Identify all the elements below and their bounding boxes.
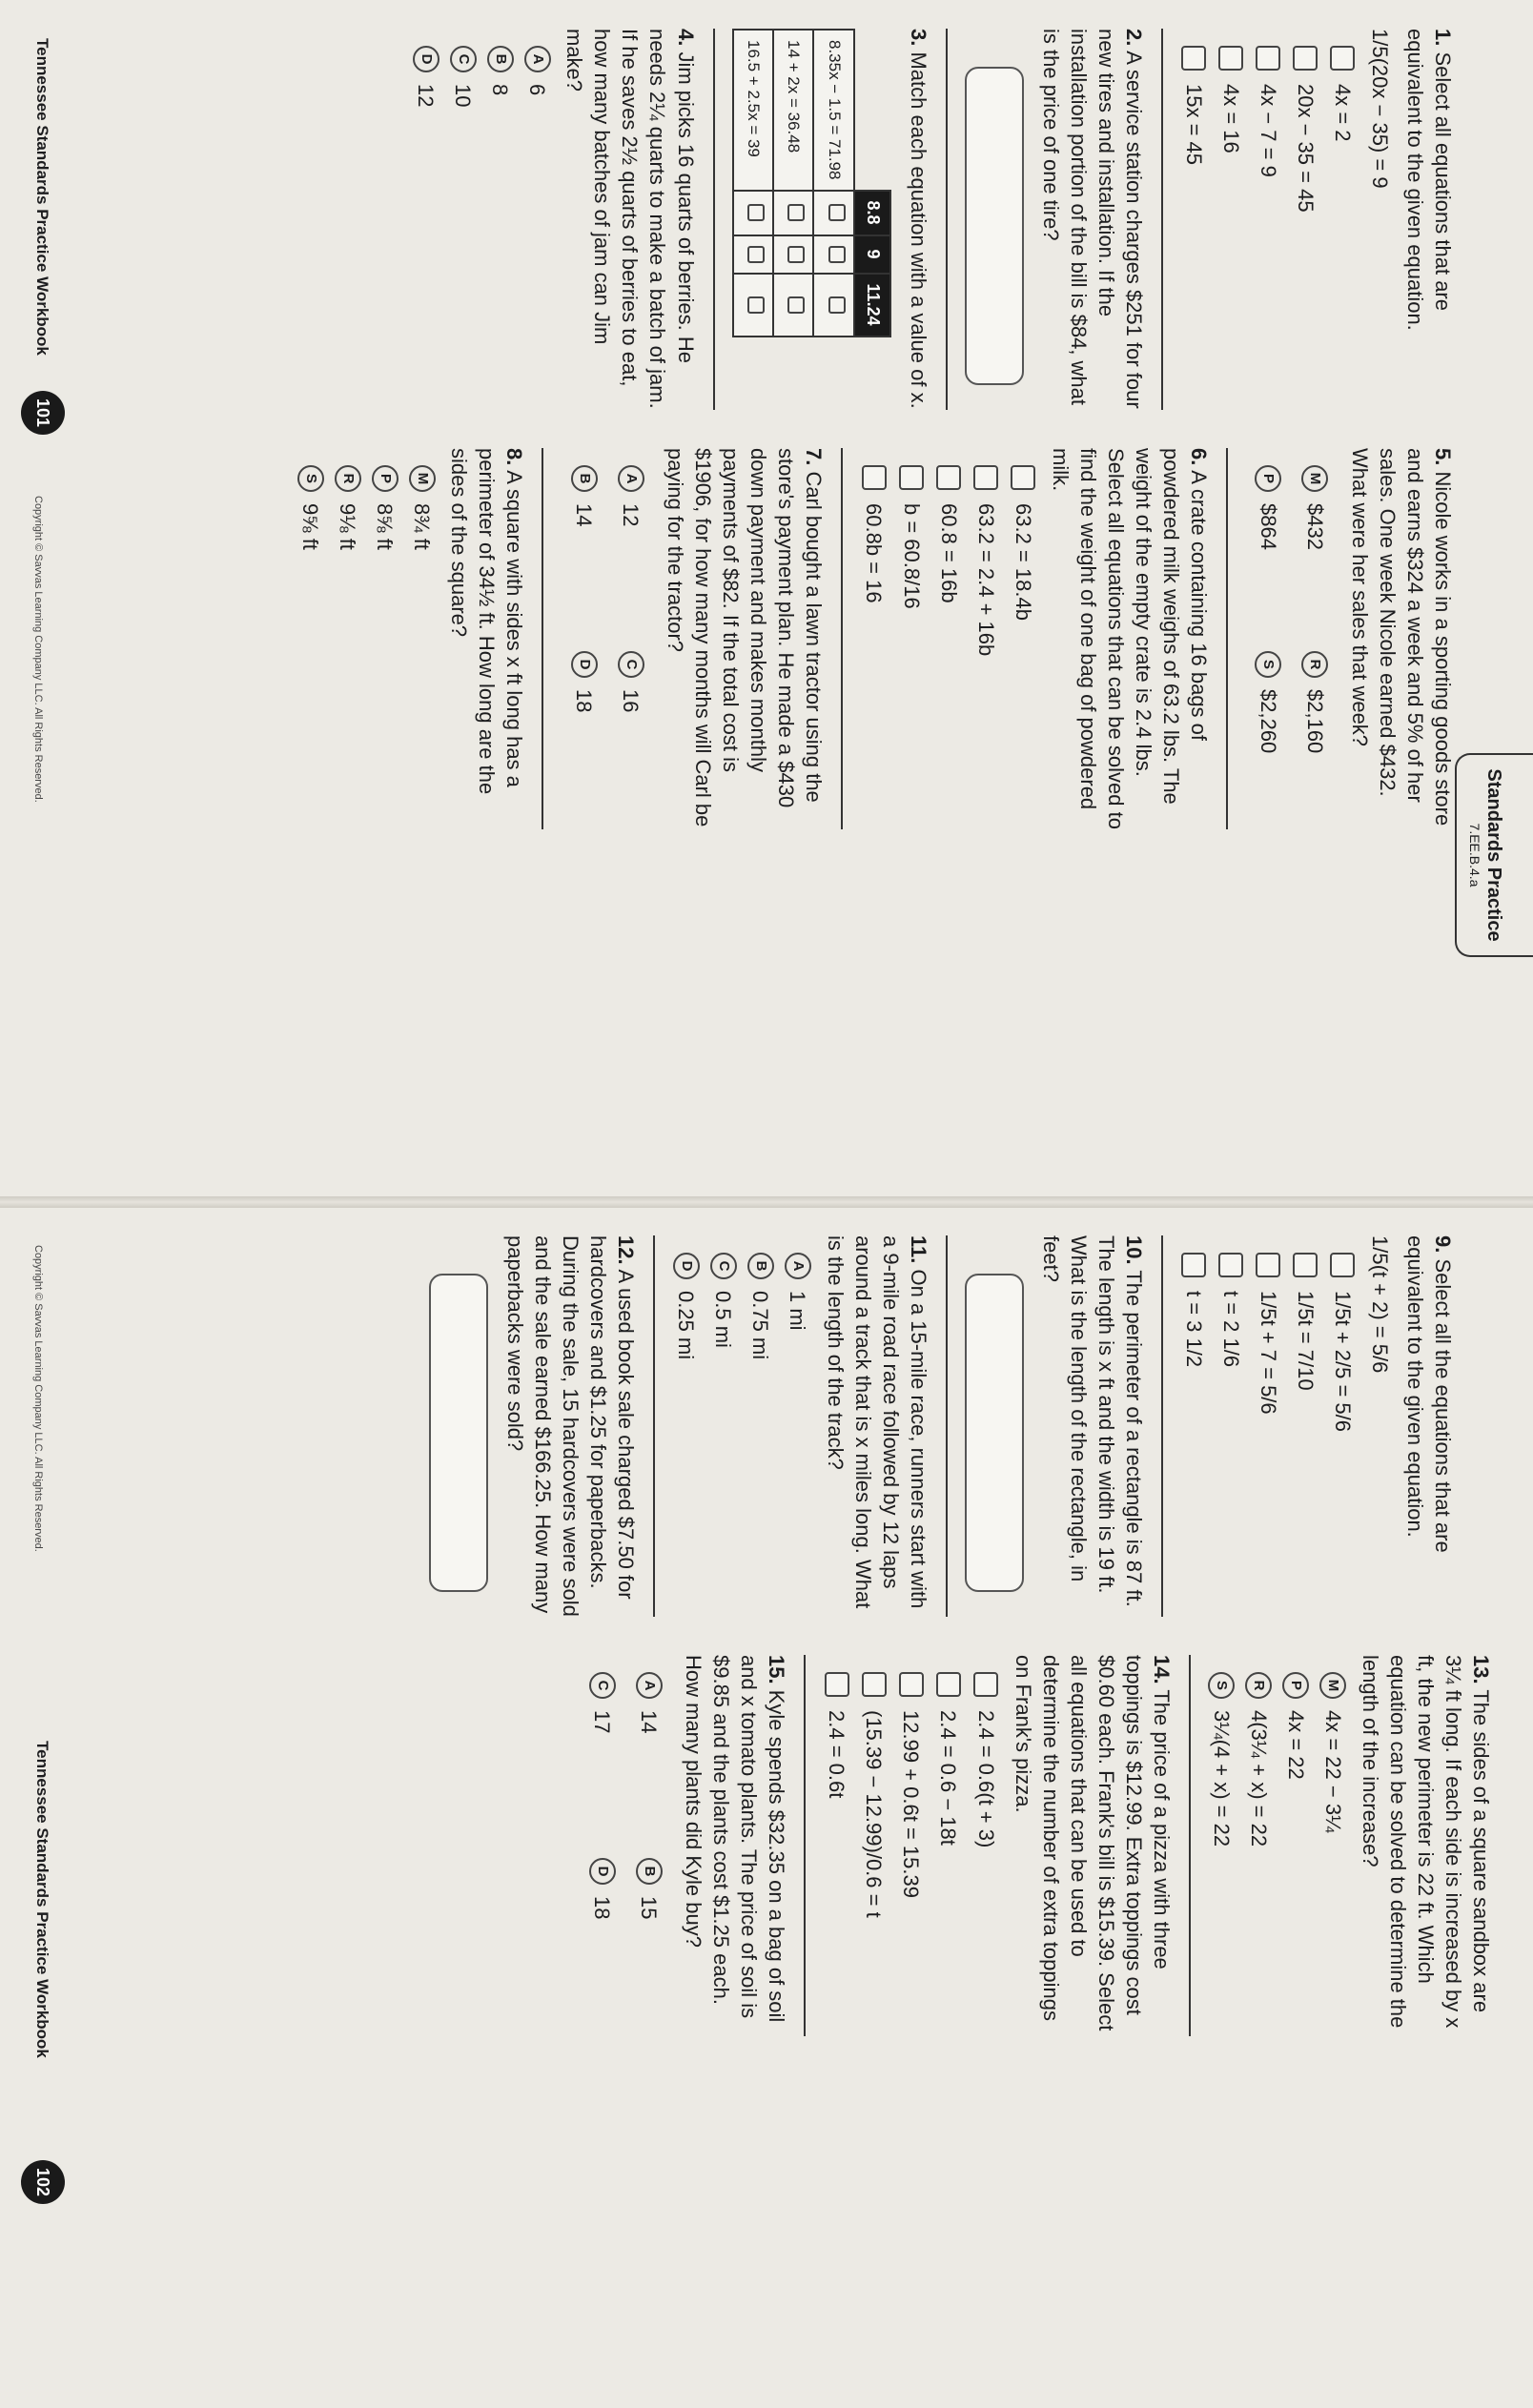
option-text: 6 (525, 84, 550, 96)
divider (1189, 1655, 1191, 2036)
copyright: Copyright © Savvas Learning Company LLC. All Rights Reserved. (32, 496, 44, 803)
question-number: 10. (1121, 1235, 1146, 1265)
divider (713, 29, 715, 410)
bubble-icon[interactable]: A (636, 1672, 663, 1699)
question-text: A used book sale charged $7.50 for hardcovers and $1.25 for paperbacks. During the sale, 15 hardcovers were sold and the sale earned $166.25. How many paperbacks were sold? (503, 1235, 639, 1617)
option-bubble[interactable] (1255, 465, 1282, 643)
option-text: 8⅝ ft (373, 503, 398, 550)
question-10 (965, 1235, 1148, 1617)
bubble-icon[interactable]: R (335, 465, 361, 492)
column-3 (423, 1235, 1457, 1617)
option-text: 60.8b = 16 (862, 503, 887, 603)
bubble-icon[interactable]: A (785, 1253, 811, 1279)
checkbox-icon[interactable] (828, 296, 846, 314)
option-text: 12.99 + 0.6t = 15.39 (899, 1710, 924, 1898)
question-text: Carl bought a lawn tractor using the store's payment plan. He made a $430 down payment and makes monthly payments of $82. If the total cost is $1906, for how many months will Carl be paying for the tractor? (664, 448, 827, 827)
divider (804, 1655, 806, 2036)
checkbox-icon[interactable] (936, 1672, 961, 1697)
question-text: The sides of a square sandbox are 3¼ ft long. If each side is increased by x ft, the new perimeter is 22 ft. Which equation can be solved to determine the length of the increase? (1358, 1655, 1493, 2029)
option-bubble[interactable] (1301, 651, 1329, 829)
option-text: 9⅝ ft (298, 503, 323, 550)
option-bubble[interactable] (709, 1253, 737, 1617)
option-checkbox[interactable] (1217, 46, 1245, 410)
checkbox-icon[interactable] (1256, 46, 1280, 71)
option-bubble[interactable] (672, 1253, 700, 1617)
option-text: 4x = 22 (1283, 1710, 1308, 1780)
checkbox-icon[interactable] (1293, 1253, 1318, 1277)
table-header: 8.8 (854, 191, 890, 235)
option-text: 63.2 = 18.4b (1011, 503, 1035, 621)
option-text: 9⅛ ft (336, 503, 360, 550)
bubble-icon[interactable]: S (1208, 1672, 1235, 1699)
answer-box[interactable] (965, 67, 1024, 385)
question-number: 9. (1431, 1235, 1455, 1254)
option-text: 4(3¼ + x) = 22 (1246, 1710, 1271, 1847)
bubble-icon[interactable]: D (571, 651, 598, 678)
option-grid (1245, 458, 1339, 829)
question-3 (732, 29, 932, 410)
divider (1161, 1235, 1163, 1617)
option-bubble[interactable] (371, 465, 399, 829)
row-equation: 14 + 2x = 36.48 (773, 30, 813, 191)
table-header: 11.24 (854, 274, 890, 337)
option-bubble[interactable] (1255, 651, 1282, 829)
option-bubble[interactable] (449, 46, 477, 410)
question-number: 4. (673, 29, 698, 47)
question-text: Kyle spends $32.35 on a bag of soil and x tomato plants. The price of soil is $9.85 and the plants cost $1.25 each. How many plants did Kyle buy? (682, 1655, 789, 2023)
bubble-icon[interactable]: S (297, 465, 324, 492)
bubble-icon[interactable]: B (747, 1253, 774, 1279)
bubble-icon[interactable]: A (524, 46, 551, 72)
row-equation: 8.35x − 1.5 = 71.98 (813, 30, 853, 191)
checkbox-icon[interactable] (973, 1672, 998, 1697)
option-checkbox[interactable] (1292, 46, 1319, 410)
question-number: 2. (1121, 29, 1146, 47)
option-text: 14 (572, 503, 597, 527)
option-text: $864 (1256, 503, 1280, 550)
option-bubble[interactable] (784, 1253, 811, 1617)
bubble-icon[interactable]: C (618, 651, 644, 678)
question-text: Select all equations that are equivalent to the given equation. (1402, 29, 1455, 331)
bubble-icon[interactable]: C (710, 1253, 737, 1279)
question-number: 6. (1186, 448, 1211, 466)
option-bubble[interactable] (412, 46, 439, 410)
table-row (813, 30, 853, 337)
divider (1161, 29, 1163, 410)
option-text: t = 2 1/6 (1218, 1291, 1243, 1368)
question-text: Match each equation with a value of x. (906, 51, 930, 409)
checkbox-icon[interactable] (787, 246, 805, 263)
bubble-icon[interactable]: M (409, 465, 436, 492)
question-8 (296, 448, 528, 829)
checkbox-icon[interactable] (787, 296, 805, 314)
option-checkbox[interactable] (1180, 1253, 1208, 1617)
option-text: 8¾ ft (410, 503, 435, 550)
question-14 (823, 1655, 1175, 2036)
question-2 (965, 29, 1148, 410)
given-equation: 1/5(20x − 35) = 9 (1367, 29, 1392, 189)
option-bubble[interactable] (588, 1858, 616, 2036)
option-checkbox[interactable] (898, 465, 926, 829)
option-checkbox[interactable] (823, 1672, 850, 2036)
option-bubble[interactable] (1245, 1672, 1273, 2036)
option-bubble[interactable] (635, 1858, 663, 2036)
question-15 (579, 1655, 790, 2036)
option-checkbox[interactable] (1217, 1253, 1245, 1617)
option-bubble[interactable] (617, 651, 644, 829)
option-text: 3¼(4 + x) = 22 (1209, 1710, 1234, 1847)
question-text: A square with sides x ft long has a perimeter of 34½ ft. How long are the sides of the square? (447, 448, 527, 795)
bubble-icon[interactable]: P (372, 465, 399, 492)
option-bubble[interactable] (746, 1253, 774, 1617)
question-13 (1208, 1655, 1495, 2036)
divider (542, 448, 543, 829)
question-text: The price of a pizza with three toppings is $12.99. Extra toppings cost $0.60 each. Frank's bill is $15.39. Select all equations that can be used to determine the number of extra toppings on Frank's pizza. (1011, 1655, 1174, 2031)
question-text: On a 15-mile race, runners start with a 9-mile road race followed by 12 laps around a track that is x miles long. What is the length of the track? (823, 1235, 930, 1609)
option-checkbox[interactable] (1329, 1253, 1357, 1617)
question-4 (412, 29, 699, 410)
option-text: 8 (488, 84, 513, 96)
option-grid (579, 1664, 672, 2036)
right-page (0, 1207, 1533, 2408)
option-bubble[interactable] (588, 1672, 616, 1850)
standard-code: 7.EE.B.4.a (1467, 823, 1482, 888)
question-number: 12. (614, 1235, 639, 1265)
question-6 (860, 448, 1212, 829)
question-number: 13. (1469, 1655, 1493, 1684)
option-bubble[interactable] (1208, 1672, 1236, 2036)
bubble-icon[interactable]: M (1301, 465, 1328, 492)
option-text: 60.8 = 16b (936, 503, 961, 603)
answer-box[interactable] (429, 1274, 488, 1592)
option-text: 12 (619, 503, 644, 527)
question-12 (429, 1235, 640, 1617)
option-text: 2.4 = 0.6(t + 3) (973, 1710, 998, 1848)
question-number: 3. (906, 29, 930, 47)
column-2 (287, 448, 1457, 829)
option-checkbox[interactable] (1255, 46, 1282, 410)
option-checkbox[interactable] (1180, 46, 1208, 410)
question-text: The perimeter of a rectangle is 87 ft. The length is x ft and the width is 19 ft. What is the length of the rectangle, in feet? (1038, 1235, 1146, 1607)
divider (653, 1235, 655, 1617)
checkbox-icon[interactable] (1256, 1253, 1280, 1277)
checkbox-icon[interactable] (1218, 46, 1243, 71)
option-checkbox[interactable] (897, 1672, 925, 2036)
table-header: 9 (854, 235, 890, 274)
option-text: 0.5 mi (711, 1291, 736, 1348)
option-bubble[interactable] (570, 651, 598, 829)
answer-box[interactable] (965, 1274, 1024, 1592)
option-bubble[interactable] (1282, 1672, 1310, 2036)
standards-title: Standards Practice (1483, 768, 1504, 942)
question-number: 14. (1149, 1655, 1174, 1684)
option-checkbox[interactable] (1329, 46, 1357, 410)
copyright: Copyright © Savvas Learning Company LLC. All Rights Reserved. (32, 1245, 44, 1552)
divider (1226, 448, 1228, 829)
option-text: 15 (637, 1896, 662, 1920)
bubble-icon[interactable]: A (618, 465, 644, 492)
bubble-icon[interactable]: B (487, 46, 514, 72)
bubble-icon[interactable]: P (1255, 465, 1281, 492)
option-checkbox[interactable] (934, 1672, 962, 2036)
option-bubble[interactable] (523, 46, 551, 410)
checkbox-icon[interactable] (862, 465, 887, 490)
checkbox-icon[interactable] (747, 296, 765, 314)
question-number: 1. (1431, 29, 1455, 47)
option-text: 4x = 16 (1218, 84, 1243, 153)
bubble-icon[interactable]: D (673, 1253, 700, 1279)
left-page (0, 0, 1533, 1201)
option-text: 12 (414, 84, 439, 108)
bubble-icon[interactable]: P (1282, 1672, 1309, 1699)
option-text: 1/5t + 7 = 5/6 (1256, 1291, 1280, 1415)
option-text: (15.39 − 12.99)/0.6 = t (862, 1710, 887, 1918)
bubble-icon[interactable]: S (1255, 651, 1281, 678)
checkbox-icon[interactable] (899, 465, 924, 490)
option-text: b = 60.8/16 (899, 503, 924, 609)
bubble-icon[interactable]: B (571, 465, 598, 492)
divider (946, 29, 948, 410)
option-text: $2,160 (1302, 689, 1327, 754)
option-text: 1 mi (786, 1291, 810, 1331)
match-table (732, 29, 891, 337)
option-text: 17 (590, 1710, 615, 1734)
question-1 (1180, 29, 1457, 410)
option-text: 4x = 22 − 3¼ (1320, 1710, 1345, 1833)
option-bubble[interactable] (635, 1672, 663, 1850)
checkbox-icon[interactable] (973, 465, 998, 490)
column-4 (579, 1655, 1495, 2036)
question-text: Nicole works in a sporting goods store and earns $324 a week and 5% of her sales. One week Nicole earned $432. What were her sales that week? (1347, 448, 1455, 826)
given-equation: 1/5(t + 2) = 5/6 (1367, 1235, 1392, 1374)
row-equation: 16.5 + 2.5x = 39 (733, 30, 773, 191)
footer-title: Tennessee Standards Practice Workbook (33, 1741, 51, 2058)
checkbox-icon[interactable] (1293, 46, 1318, 71)
option-text: 0.25 mi (674, 1291, 699, 1360)
option-text: 2.4 = 0.6t (825, 1710, 849, 1799)
option-text: 15x = 45 (1181, 84, 1206, 166)
option-bubble[interactable] (408, 465, 436, 829)
question-number: 7. (802, 448, 827, 466)
standards-tab (1455, 753, 1533, 957)
question-5 (1245, 448, 1457, 829)
bubble-icon[interactable]: M (1319, 1672, 1346, 1699)
option-text: 18 (590, 1896, 615, 1920)
table-row (773, 30, 813, 337)
question-number: 15. (765, 1655, 789, 1684)
checkbox-icon[interactable] (828, 204, 846, 221)
bubble-icon[interactable]: D (589, 1858, 616, 1885)
footer-title: Tennessee Standards Practice Workbook (33, 38, 51, 356)
checkbox-icon[interactable] (787, 204, 805, 221)
option-bubble[interactable] (334, 465, 361, 829)
option-text: 16 (619, 689, 644, 713)
option-text: 18 (572, 689, 597, 713)
divider (841, 448, 843, 829)
checkbox-icon[interactable] (1011, 465, 1035, 490)
option-bubble[interactable] (617, 465, 644, 643)
option-text: 2.4 = 0.6 − 18t (936, 1710, 961, 1846)
question-number: 5. (1431, 448, 1455, 466)
question-9 (1180, 1235, 1457, 1617)
checkbox-icon[interactable] (825, 1672, 849, 1697)
checkbox-icon[interactable] (1330, 46, 1355, 71)
option-checkbox[interactable] (972, 1672, 1000, 2036)
bubble-icon[interactable]: R (1301, 651, 1328, 678)
question-number: 11. (906, 1235, 930, 1264)
page-number: 101 (21, 391, 65, 435)
page-number: 102 (21, 2160, 65, 2204)
checkbox-icon[interactable] (899, 1672, 924, 1697)
option-checkbox[interactable] (1292, 1253, 1319, 1617)
option-checkbox[interactable] (860, 1672, 888, 2036)
option-bubble[interactable] (296, 465, 324, 829)
option-text: 4x − 7 = 9 (1256, 84, 1280, 177)
question-text: Select all the equations that are equivalent to the given equation. (1402, 1235, 1455, 1553)
option-bubble[interactable] (570, 465, 598, 643)
question-7 (561, 448, 828, 829)
bubble-icon[interactable]: R (1245, 1672, 1272, 1699)
checkbox-icon[interactable] (747, 246, 765, 263)
option-bubble[interactable] (486, 46, 514, 410)
option-grid (561, 458, 654, 829)
question-text: A service station charges $251 for four new tires and installation. If the installation portion of the bill is $84, what is the price of one tire? (1038, 29, 1146, 409)
checkbox-icon[interactable] (828, 246, 846, 263)
checkbox-icon[interactable] (936, 465, 961, 490)
option-text: 4x = 2 (1330, 84, 1355, 142)
option-text: 10 (451, 84, 476, 108)
question-text: Jim picks 16 quarts of berries. He needs 2¼ quarts to make a batch of jam. If he saves 2½ quarts of berries to eat, how many batches of jam can Jim make? (562, 29, 698, 409)
option-text: 20x − 35 = 45 (1293, 84, 1318, 213)
option-text: 14 (637, 1710, 662, 1734)
option-text: 1/5t = 7/10 (1293, 1291, 1318, 1391)
option-checkbox[interactable] (972, 465, 1000, 829)
column-1 (402, 29, 1457, 410)
question-11 (672, 1235, 931, 1617)
bubble-icon[interactable]: C (589, 1672, 616, 1699)
option-text: $432 (1302, 503, 1327, 550)
option-bubble[interactable] (1319, 1672, 1347, 2036)
checkbox-icon[interactable] (1181, 46, 1206, 71)
option-checkbox[interactable] (860, 465, 888, 829)
question-text: A crate containing 16 bags of powdered milk weighs of 63.2 lbs. The weight of the empty crate is 2.4 lbs. Select all equations that can be solved to find the weight of one bag of powdered milk. (1048, 448, 1211, 829)
checkbox-icon[interactable] (862, 1672, 887, 1697)
option-text: 0.75 mi (748, 1291, 773, 1360)
question-number: 8. (502, 448, 527, 466)
bubble-icon[interactable]: B (636, 1858, 663, 1885)
option-text: 63.2 = 2.4 + 16b (973, 503, 998, 657)
option-text: t = 3 1/2 (1181, 1291, 1206, 1368)
divider (946, 1235, 948, 1617)
checkbox-icon[interactable] (1181, 1253, 1206, 1277)
option-checkbox[interactable] (1010, 465, 1037, 829)
bubble-icon[interactable]: D (413, 46, 439, 72)
bubble-icon[interactable]: C (450, 46, 477, 72)
checkbox-icon[interactable] (1330, 1253, 1355, 1277)
option-text: $2,260 (1256, 689, 1280, 754)
checkbox-icon[interactable] (1218, 1253, 1243, 1277)
option-bubble[interactable] (1301, 465, 1329, 643)
table-row (733, 30, 773, 337)
checkbox-icon[interactable] (747, 204, 765, 221)
option-text: 1/5t + 2/5 = 5/6 (1330, 1291, 1355, 1433)
option-checkbox[interactable] (935, 465, 963, 829)
option-checkbox[interactable] (1255, 1253, 1282, 1617)
